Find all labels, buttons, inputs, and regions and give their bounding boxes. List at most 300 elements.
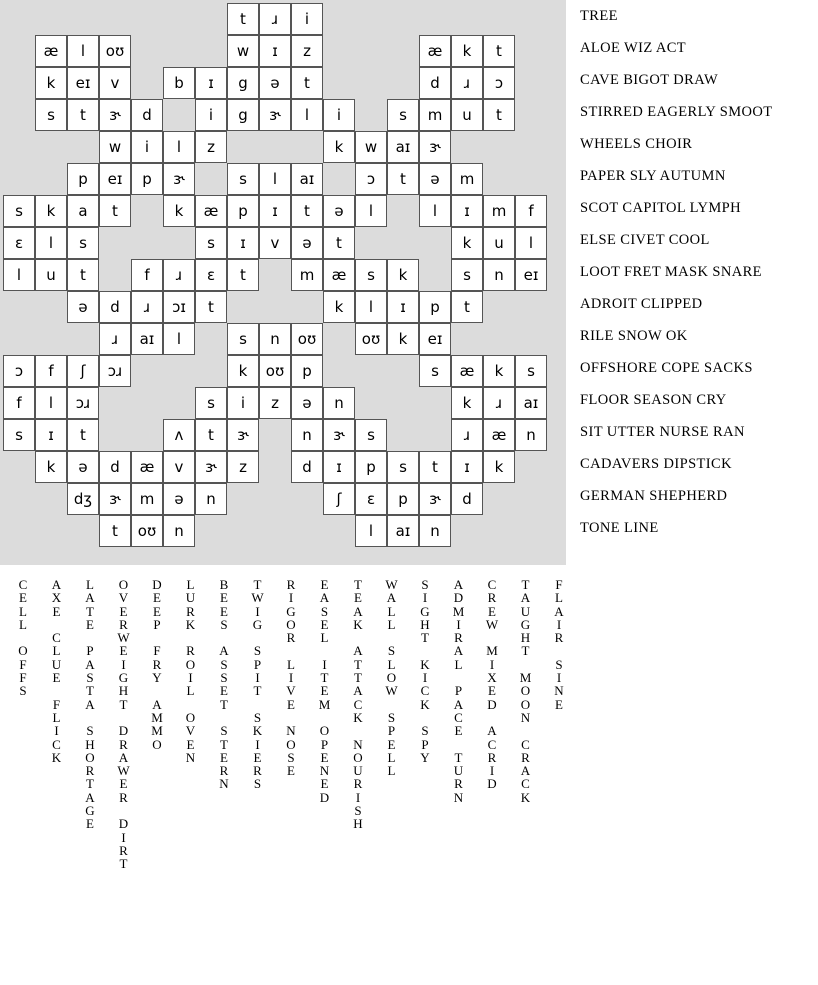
grid-cell[interactable]: l <box>355 195 387 227</box>
grid-cell[interactable]: k <box>451 387 483 419</box>
grid-cell[interactable]: u <box>451 99 483 131</box>
grid-cell[interactable]: ɹ <box>99 323 131 355</box>
grid-cell[interactable]: z <box>195 131 227 163</box>
grid-cell[interactable]: t <box>451 291 483 323</box>
grid-cell[interactable]: i <box>195 99 227 131</box>
down-clue-gap <box>276 711 306 724</box>
down-clue-gap <box>243 698 273 711</box>
down-clue-gap <box>42 684 72 697</box>
grid-cell[interactable]: ɛ <box>355 483 387 515</box>
down-clue-letter: I <box>489 763 495 779</box>
grid-cell[interactable]: n <box>515 419 547 451</box>
down-clue-letter: O <box>152 736 162 752</box>
grid-cell[interactable]: ə <box>419 163 451 195</box>
down-clue-letter: P <box>153 616 161 632</box>
down-clue-letter: O <box>118 577 129 592</box>
grid-cell[interactable]: ɔɹ <box>67 387 99 419</box>
grid-cell[interactable]: ɹ <box>259 3 291 35</box>
down-clue-letter: L <box>387 616 396 632</box>
down-clue-letter: A <box>353 643 363 659</box>
grid-cell[interactable]: l <box>163 323 195 355</box>
grid-cell[interactable]: ɪ <box>227 227 259 259</box>
grid-cell[interactable]: l <box>35 387 67 419</box>
grid-cell[interactable]: p <box>355 451 387 483</box>
down-clue-letter: H <box>420 616 430 632</box>
grid-cell[interactable]: ə <box>67 451 99 483</box>
grid-cell[interactable]: ɹ <box>451 67 483 99</box>
down-clue-letter: T <box>119 696 128 712</box>
grid-cell[interactable]: v <box>99 67 131 99</box>
grid-cell[interactable]: w <box>99 131 131 163</box>
grid-cell[interactable]: a <box>67 195 99 227</box>
down-clue-letter: T <box>521 577 530 592</box>
down-clue-letter: U <box>520 603 531 619</box>
grid-cell[interactable]: ə <box>163 483 195 515</box>
grid-cell[interactable]: aɪ <box>131 323 163 355</box>
down-clue-letter: E <box>454 723 463 739</box>
grid-cell[interactable]: ɝ <box>419 131 451 163</box>
grid-cell[interactable]: aɪ <box>515 387 547 419</box>
grid-cell[interactable]: b <box>163 67 195 99</box>
down-clue-gap <box>310 644 340 657</box>
down-clue-letter: R <box>186 643 195 659</box>
down-clue-letter: A <box>85 590 95 606</box>
grid-cell[interactable]: g <box>227 99 259 131</box>
grid-cell[interactable]: i <box>323 99 355 131</box>
grid-cell[interactable]: l <box>515 227 547 259</box>
down-clue-column <box>444 578 474 804</box>
down-clue-letter: O <box>185 656 196 672</box>
grid-cell[interactable]: oʊ <box>355 323 387 355</box>
down-clue-column <box>477 578 507 791</box>
down-clue-letter: N <box>286 723 296 739</box>
grid-cell[interactable]: ɝ <box>227 419 259 451</box>
across-clue-row: GERMAN SHEPHERD <box>580 488 728 504</box>
grid-cell[interactable]: aɪ <box>387 131 419 163</box>
down-clue-letter: V <box>185 723 196 739</box>
across-clue-row: SCOT CAPITOL LYMPH <box>580 200 741 216</box>
grid-cell[interactable]: s <box>355 259 387 291</box>
down-clue-letter: A <box>520 763 531 779</box>
grid-cell[interactable]: æ <box>483 419 515 451</box>
grid-cell[interactable]: d <box>99 291 131 323</box>
down-clue-letter: E <box>253 749 262 765</box>
down-clue-column <box>377 578 407 777</box>
grid-cell[interactable]: t <box>387 163 419 195</box>
down-clue-letter: A <box>85 696 95 712</box>
grid-cell[interactable]: k <box>387 259 419 291</box>
grid-cell[interactable]: ə <box>259 67 291 99</box>
grid-cell[interactable]: ə <box>67 291 99 323</box>
grid-cell[interactable]: eɪ <box>99 163 131 195</box>
grid-cell[interactable]: t <box>483 99 515 131</box>
grid-cell[interactable]: z <box>259 387 291 419</box>
down-clue-letter: M <box>151 723 163 739</box>
across-clues-list <box>580 0 818 544</box>
grid-cell[interactable]: æ <box>323 259 355 291</box>
grid-cell[interactable]: ɹ <box>163 259 195 291</box>
down-clue-gap <box>142 631 172 644</box>
grid-cell[interactable]: s <box>227 163 259 195</box>
grid-cell[interactable]: oʊ <box>259 355 291 387</box>
down-clue-letter: I <box>121 829 126 845</box>
grid-cell[interactable]: t <box>227 3 259 35</box>
grid-cell[interactable]: d <box>291 451 323 483</box>
grid-cell[interactable]: ɔɹ <box>99 355 131 387</box>
down-clue-letter: I <box>288 590 294 606</box>
down-clue-letter: S <box>86 723 94 739</box>
grid-cell[interactable]: n <box>291 419 323 451</box>
grid-cell[interactable]: s <box>419 355 451 387</box>
across-clue-row: STIRRED EAGERLY SMOOT <box>580 104 773 120</box>
grid-cell[interactable]: k <box>227 355 259 387</box>
down-clue-gap <box>109 804 139 817</box>
down-clue-gap <box>410 644 440 657</box>
down-clue-letter: N <box>319 763 330 779</box>
grid-cell[interactable]: t <box>227 259 259 291</box>
grid-cell[interactable]: k <box>35 195 67 227</box>
grid-cell[interactable]: k <box>387 323 419 355</box>
grid-cell[interactable]: ɪ <box>451 451 483 483</box>
grid-cell[interactable]: l <box>355 291 387 323</box>
grid-cell[interactable]: m <box>483 195 515 227</box>
grid-cell[interactable]: æ <box>195 195 227 227</box>
grid-cell[interactable]: z <box>291 35 323 67</box>
grid-cell[interactable]: d <box>99 451 131 483</box>
down-clue-letter: M <box>486 643 498 659</box>
grid-cell[interactable]: ə <box>291 387 323 419</box>
down-clue-letter: E <box>220 590 228 606</box>
down-clue-letter: V <box>118 590 129 606</box>
down-clue-gap <box>75 711 105 724</box>
down-clue-letter: A <box>554 603 564 619</box>
grid-cell[interactable]: n <box>483 259 515 291</box>
grid-cell[interactable]: f <box>35 355 67 387</box>
grid-cell[interactable]: m <box>131 483 163 515</box>
grid-cell[interactable]: u <box>35 259 67 291</box>
grid-cell[interactable]: s <box>35 99 67 131</box>
down-clue-letter: E <box>488 603 496 619</box>
across-clue-row: ADROIT CLIPPED <box>580 296 703 312</box>
down-clue-letter: B <box>219 577 229 592</box>
grid-cell[interactable]: t <box>67 99 99 131</box>
grid-cell[interactable]: l <box>291 99 323 131</box>
grid-cell[interactable]: ʃ <box>67 355 99 387</box>
grid-cell[interactable]: s <box>227 323 259 355</box>
grid-cell[interactable]: z <box>227 451 259 483</box>
down-clue-letter: G <box>520 616 531 632</box>
grid-cell[interactable]: s <box>387 99 419 131</box>
grid-cell[interactable]: eɪ <box>419 323 451 355</box>
grid-cell[interactable]: t <box>99 515 131 547</box>
grid-cell[interactable]: oʊ <box>291 323 323 355</box>
grid-cell[interactable]: f <box>3 387 35 419</box>
down-clue-letter: R <box>85 763 95 779</box>
grid-cell[interactable]: s <box>3 195 35 227</box>
down-clue-letter: D <box>487 696 497 712</box>
down-clue-gap <box>42 618 72 631</box>
grid-cell[interactable]: ɪ <box>259 195 291 227</box>
grid-cell[interactable]: ɔɪ <box>163 291 195 323</box>
grid-cell[interactable]: t <box>483 35 515 67</box>
down-clue-letter: G <box>286 603 296 619</box>
grid-cell[interactable]: ɪ <box>451 195 483 227</box>
grid-cell[interactable]: w <box>355 131 387 163</box>
down-clue-gap <box>477 631 507 644</box>
grid-cell[interactable]: k <box>483 451 515 483</box>
grid-cell[interactable]: ɪ <box>323 451 355 483</box>
grid-cell[interactable]: ɛ <box>3 227 35 259</box>
down-clue-letter: K <box>420 696 430 712</box>
down-clue-gap <box>276 644 306 657</box>
grid-cell[interactable]: æ <box>131 451 163 483</box>
grid-cell[interactable]: t <box>67 259 99 291</box>
grid-cell[interactable]: l <box>419 195 451 227</box>
grid-cell[interactable]: l <box>67 35 99 67</box>
down-clue-letter: I <box>422 590 428 606</box>
grid-cell[interactable]: dʒ <box>67 483 99 515</box>
grid-cell[interactable]: æ <box>35 35 67 67</box>
down-clue-letter: S <box>253 776 262 792</box>
grid-cell[interactable]: i <box>227 387 259 419</box>
grid-cell[interactable]: ɝ <box>259 99 291 131</box>
down-clue-letter: A <box>152 696 162 712</box>
grid-cell[interactable]: ɹ <box>483 387 515 419</box>
down-clue-letter: L <box>19 603 27 619</box>
down-clue-letter: S <box>421 577 429 592</box>
grid-cell[interactable]: f <box>515 195 547 227</box>
down-clue-letter: L <box>52 709 61 725</box>
grid-cell[interactable]: s <box>451 259 483 291</box>
down-clue-gap <box>176 631 206 644</box>
grid-cell[interactable]: v <box>259 227 291 259</box>
down-clue-letter: S <box>220 723 228 739</box>
grid-cell[interactable]: ɹ <box>131 291 163 323</box>
grid-cell[interactable]: ɝ <box>419 483 451 515</box>
down-clue-letter: S <box>387 709 396 725</box>
down-clue-letter: S <box>220 616 228 632</box>
grid-cell[interactable]: s <box>3 419 35 451</box>
down-clue-letter: N <box>520 709 531 725</box>
grid-cell[interactable]: æ <box>451 355 483 387</box>
grid-cell[interactable]: s <box>67 227 99 259</box>
grid-cell[interactable]: t <box>99 195 131 227</box>
grid-cell[interactable]: k <box>483 355 515 387</box>
grid-cell[interactable]: u <box>483 227 515 259</box>
down-clue-letter: I <box>456 616 461 632</box>
grid-cell[interactable]: t <box>195 291 227 323</box>
grid-cell[interactable]: d <box>419 67 451 99</box>
grid-cell[interactable]: ɪ <box>387 291 419 323</box>
down-clue-letter: T <box>253 683 262 699</box>
crossword-puzzle-area <box>0 0 566 565</box>
grid-cell[interactable]: g <box>227 67 259 99</box>
grid-cell[interactable]: n <box>163 515 195 547</box>
grid-cell[interactable]: ə <box>323 195 355 227</box>
grid-cell[interactable]: s <box>355 419 387 451</box>
down-clue-letter: K <box>252 723 263 739</box>
down-clue-column <box>544 578 574 711</box>
grid-cell[interactable]: t <box>67 419 99 451</box>
grid-cell[interactable]: i <box>131 131 163 163</box>
grid-cell[interactable]: l <box>163 131 195 163</box>
down-clue-letter: E <box>153 590 161 606</box>
down-clue-letter: I <box>556 670 562 686</box>
grid-cell[interactable]: v <box>163 451 195 483</box>
down-clue-letter: A <box>453 696 464 712</box>
grid-cell[interactable]: k <box>451 35 483 67</box>
down-clue-letter: R <box>253 763 262 779</box>
grid-cell[interactable]: l <box>3 259 35 291</box>
grid-cell[interactable]: t <box>291 67 323 99</box>
grid-cell[interactable]: ɔ <box>3 355 35 387</box>
down-clue-letter: E <box>287 763 295 779</box>
grid-cell[interactable]: ʌ <box>163 419 195 451</box>
grid-cell[interactable]: k <box>323 291 355 323</box>
grid-cell[interactable]: m <box>451 163 483 195</box>
down-clue-letter: A <box>85 789 95 805</box>
grid-cell[interactable]: p <box>291 355 323 387</box>
grid-cell[interactable]: æ <box>419 35 451 67</box>
down-clue-column <box>142 578 172 751</box>
across-clue-row: TONE LINE <box>580 520 659 536</box>
grid-cell[interactable]: d <box>131 99 163 131</box>
down-clue-letter: W <box>385 683 398 699</box>
down-clue-letter: G <box>420 603 430 619</box>
grid-cell[interactable]: s <box>195 387 227 419</box>
grid-cell[interactable]: k <box>35 451 67 483</box>
down-clue-letter: P <box>387 723 396 739</box>
down-clue-letter: P <box>421 736 429 752</box>
grid-cell[interactable]: d <box>451 483 483 515</box>
down-clue-letter: S <box>220 656 228 672</box>
grid-cell[interactable]: t <box>195 419 227 451</box>
down-clue-letter: L <box>387 656 396 672</box>
down-clue-gap <box>511 724 541 737</box>
down-clue-column <box>109 578 139 871</box>
grid-cell[interactable]: s <box>195 227 227 259</box>
grid-cell[interactable]: p <box>131 163 163 195</box>
grid-cell[interactable]: ɹ <box>451 419 483 451</box>
down-clue-letter: A <box>118 749 129 765</box>
down-clue-letter: O <box>286 616 296 632</box>
down-clue-gap <box>377 631 407 644</box>
grid-cell[interactable]: ə <box>291 227 323 259</box>
grid-cell[interactable]: ɝ <box>323 419 355 451</box>
down-clue-letter: T <box>354 670 362 686</box>
grid-cell[interactable]: m <box>291 259 323 291</box>
down-clue-letter: E <box>320 683 329 699</box>
grid-cell[interactable]: w <box>227 35 259 67</box>
down-clue-letter: U <box>51 656 62 672</box>
down-clue-letter: A <box>219 643 229 659</box>
down-clue-letter: S <box>555 656 563 672</box>
grid-cell[interactable]: ɝ <box>163 163 195 195</box>
down-clue-letter: A <box>453 643 464 659</box>
down-clue-letter: O <box>319 723 330 739</box>
grid-cell[interactable]: i <box>291 3 323 35</box>
grid-cell[interactable]: aɪ <box>387 515 419 547</box>
down-clue-letter: S <box>354 803 362 819</box>
grid-cell[interactable]: eɪ <box>515 259 547 291</box>
down-clue-gap <box>544 644 574 657</box>
down-clue-column <box>209 578 239 791</box>
grid-cell[interactable]: aɪ <box>291 163 323 195</box>
down-clue-letter: I <box>489 656 495 672</box>
down-clue-letter: A <box>51 577 62 592</box>
down-clue-letter: T <box>86 776 94 792</box>
down-clue-letter: S <box>253 709 262 725</box>
grid-cell[interactable]: m <box>419 99 451 131</box>
grid-cell[interactable]: k <box>163 195 195 227</box>
down-clue-letter: E <box>488 683 496 699</box>
grid-cell[interactable]: k <box>35 67 67 99</box>
down-clue-letter: E <box>86 816 94 832</box>
grid-cell[interactable]: n <box>195 483 227 515</box>
grid-cell[interactable]: l <box>259 163 291 195</box>
crossword-grid <box>0 0 566 565</box>
grid-cell[interactable]: ɛ <box>195 259 227 291</box>
grid-cell[interactable]: t <box>323 227 355 259</box>
grid-cell[interactable]: ɝ <box>99 483 131 515</box>
down-clue-letter: K <box>353 616 363 632</box>
down-clue-letter: T <box>421 630 429 646</box>
down-clue-letter: V <box>286 683 296 699</box>
down-clue-letter: R <box>353 776 363 792</box>
grid-cell[interactable]: n <box>323 387 355 419</box>
grid-cell[interactable]: n <box>419 515 451 547</box>
down-clue-gap <box>343 631 373 644</box>
grid-cell[interactable]: k <box>451 227 483 259</box>
down-clue-letter: G <box>252 616 263 632</box>
grid-cell[interactable]: l <box>35 227 67 259</box>
grid-cell[interactable]: ʃ <box>323 483 355 515</box>
grid-cell[interactable]: ɔ <box>355 163 387 195</box>
grid-cell[interactable]: oʊ <box>99 35 131 67</box>
grid-cell[interactable]: p <box>227 195 259 227</box>
down-clue-letter: R <box>219 763 229 779</box>
down-clue-letter: K <box>420 656 430 672</box>
grid-cell[interactable]: n <box>259 323 291 355</box>
grid-cell[interactable]: ɪ <box>35 419 67 451</box>
grid-cell[interactable]: ɪ <box>195 67 227 99</box>
grid-cell[interactable]: ɪ <box>259 35 291 67</box>
down-clue-letter: K <box>185 616 196 632</box>
down-clue-letter: U <box>185 590 196 606</box>
grid-cell[interactable]: eɪ <box>67 67 99 99</box>
grid-cell[interactable]: t <box>419 451 451 483</box>
grid-cell[interactable]: s <box>515 355 547 387</box>
down-clue-letter: N <box>353 736 363 752</box>
down-clue-letter: E <box>320 776 329 792</box>
grid-cell[interactable]: oʊ <box>131 515 163 547</box>
grid-cell[interactable]: f <box>131 259 163 291</box>
down-clue-letter: D <box>319 789 330 805</box>
down-clue-letter: E <box>387 736 396 752</box>
grid-cell[interactable]: p <box>67 163 99 195</box>
grid-cell[interactable]: s <box>387 451 419 483</box>
down-clue-letter: S <box>253 643 262 659</box>
grid-cell[interactable]: p <box>419 291 451 323</box>
grid-cell[interactable]: k <box>323 131 355 163</box>
grid-cell[interactable]: ɝ <box>195 451 227 483</box>
grid-cell[interactable]: p <box>387 483 419 515</box>
grid-cell[interactable]: t <box>291 195 323 227</box>
grid-cell[interactable]: ɔ <box>483 67 515 99</box>
down-clue-letter: U <box>453 763 464 779</box>
grid-cell[interactable]: l <box>355 515 387 547</box>
grid-cell[interactable]: ɝ <box>99 99 131 131</box>
